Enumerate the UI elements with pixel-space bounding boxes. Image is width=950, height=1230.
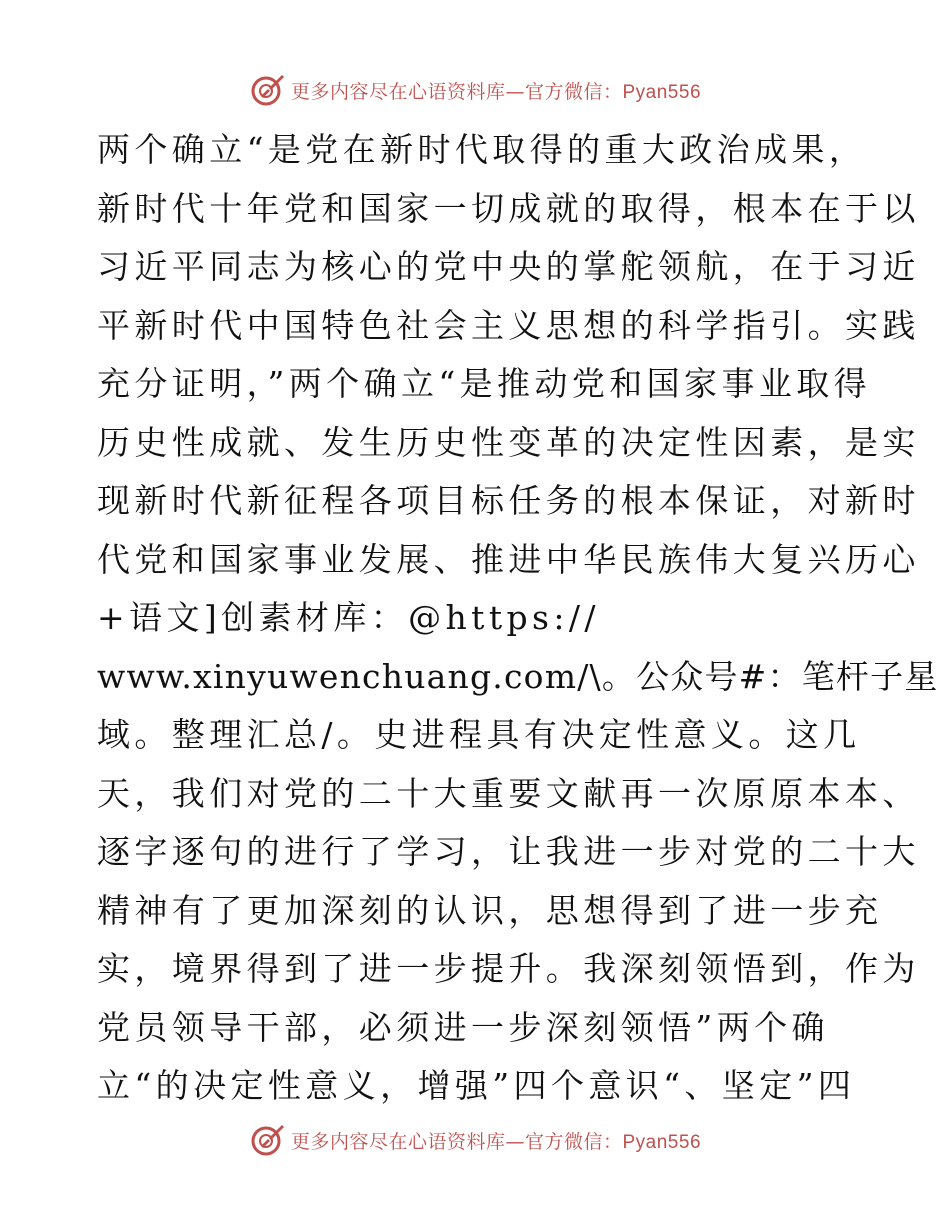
banner-text: 更多内容尽在心语资料库—官方微信：Pyan556 <box>290 1130 702 1153</box>
body-line: 现新时代新征程各项目标任务的根本保证，对新时 <box>97 481 920 520</box>
body-line: 充分证明，”两个确立“是推动党和国家事业取得 <box>97 364 872 403</box>
body-line: 两个确立“是党在新时代取得的重大政治成果， <box>97 130 867 169</box>
banner-text: 更多内容尽在心语资料库—官方微信：Pyan556 <box>290 80 702 103</box>
body-line: 新时代十年党和国家一切成就的取得，根本在于以 <box>97 188 920 228</box>
body-line: 域。整理汇总/。史进程具有决定性意义。这几 <box>97 715 861 754</box>
footer-banner <box>0 1120 950 1160</box>
body-line: www.xinyuwenchuang.com/\。公众号#：笔杆子星 <box>97 656 939 696</box>
pen-logo-icon <box>249 1122 285 1158</box>
body-line: 精神有了更加深刻的认识，思想得到了进一步充 <box>97 890 883 930</box>
body-line: 历史性成就、发生历史性变革的决定性因素，是实 <box>97 422 920 462</box>
body-line: 实，境界得到了进一步提升。我深刻领悟到，作为 <box>97 949 920 988</box>
header-banner <box>0 70 950 110</box>
body-line: 代党和国家事业发展、推进中华民族伟大复兴历心 <box>97 539 920 579</box>
pen-logo-icon <box>249 72 285 108</box>
body-line: 立“的决定性意义，增强”四个意识“、坚定”四 <box>97 1066 856 1105</box>
document-body <box>97 124 939 1119</box>
body-line: 党员领导干部，必须进一步深刻领悟”两个确 <box>97 1007 829 1047</box>
body-line: 习近平同志为核心的党中央的掌舵领航，在于习近 <box>97 247 920 286</box>
body-line: 逐字逐句的进行了学习，让我进一步对党的二十大 <box>97 832 920 871</box>
body-line: +语文]创素材库：@https:// <box>97 598 600 637</box>
body-line: 平新时代中国特色社会主义思想的科学指引。实践 <box>97 305 920 345</box>
body-line: 天，我们对党的二十大重要文献再一次原原本本、 <box>97 773 920 813</box>
